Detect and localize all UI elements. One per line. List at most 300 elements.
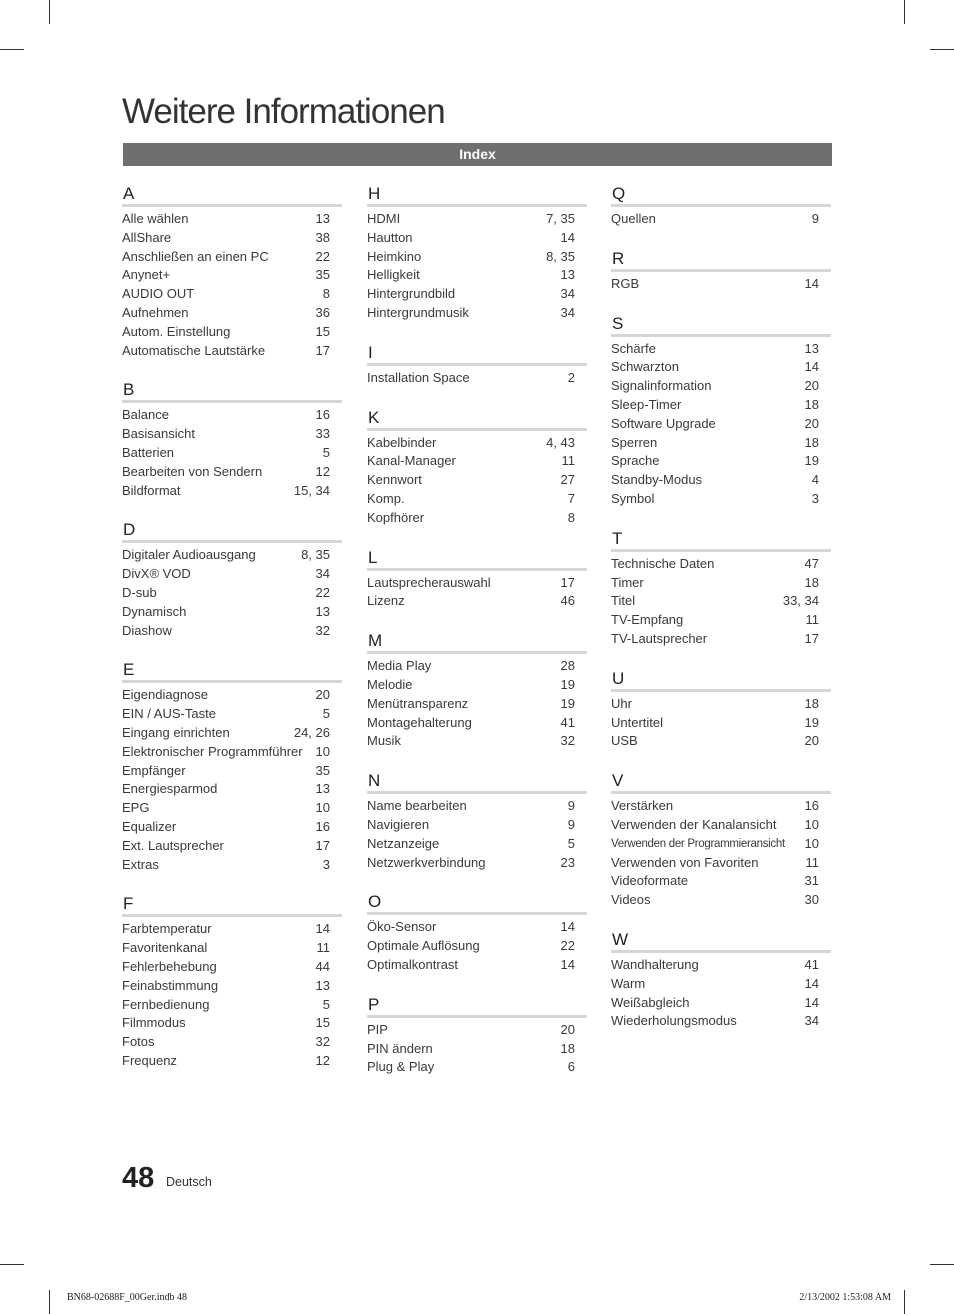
entry-term: Automatische Lautstärke: [122, 342, 266, 358]
entry-page: 4, 43: [546, 434, 575, 450]
index-section-e: [122, 659, 342, 874]
index-entry: [611, 210, 831, 229]
entry-page: 34: [315, 566, 330, 582]
entry-page: 32: [315, 622, 330, 638]
index-entry: [122, 444, 342, 463]
index-entry: [611, 592, 831, 611]
entry-term: Batterien: [122, 444, 175, 460]
index-entry: [367, 229, 587, 248]
index-entry: [367, 210, 587, 229]
index-entry: [122, 996, 342, 1015]
entry-page: 41: [560, 714, 575, 730]
index-entry: [367, 304, 587, 323]
entry-term: Media Play: [367, 658, 432, 674]
entry-term: Fotos: [122, 1034, 155, 1050]
index-entry: [122, 1052, 342, 1071]
index-entry: [367, 490, 587, 509]
crop-mark: [49, 0, 50, 24]
entry-page: 22: [315, 584, 330, 600]
entry-page: 28: [560, 658, 575, 674]
entry-term: Netzwerkverbindung: [367, 854, 486, 870]
index-entry: [367, 732, 587, 751]
index-entry: [611, 797, 831, 816]
entry-page: 10: [804, 816, 819, 832]
entry-page: 27: [560, 472, 575, 488]
index-entry: [367, 248, 587, 267]
entry-term: Quellen: [611, 211, 656, 226]
entry-page: 14: [804, 975, 819, 991]
entry-term: PIN ändern: [367, 1040, 433, 1056]
crop-mark: [0, 1264, 24, 1265]
entry-page: 5: [322, 706, 330, 722]
entry-term: Anschließen an einen PC: [122, 248, 269, 264]
entry-term: RGB: [611, 275, 640, 291]
section-letter: I: [367, 342, 587, 366]
entry-term: Technische Daten: [611, 555, 715, 571]
entry-term: Sprache: [611, 453, 660, 469]
entry-term: EPG: [122, 800, 150, 816]
entry-page: 9: [567, 816, 575, 832]
section-letter: D: [122, 519, 342, 543]
index-entry: [122, 565, 342, 584]
entry-term: Verwenden der Kanalansicht: [611, 816, 777, 832]
entry-term: Symbol: [611, 490, 655, 506]
entry-list: [367, 434, 587, 528]
index-entry: [367, 937, 587, 956]
entry-page: 13: [315, 211, 330, 226]
entry-term: Montagehalterung: [367, 714, 472, 730]
index-entry: [367, 657, 587, 676]
section-letter: R: [611, 248, 831, 272]
index-entry: [122, 686, 342, 705]
entry-page: 14: [560, 229, 575, 245]
index-section-a: [122, 183, 342, 360]
index-entry: [367, 676, 587, 695]
crop-mark: [0, 49, 24, 50]
index-section-u: [611, 668, 831, 751]
entry-term: PIP: [367, 1021, 388, 1037]
section-letter: F: [122, 893, 342, 917]
entry-page: 4: [811, 472, 819, 488]
index-entry: [122, 1014, 342, 1033]
entry-page: 7, 35: [546, 211, 575, 226]
entry-page: 10: [315, 743, 330, 759]
index-entry: [122, 210, 342, 229]
entry-page: 13: [804, 340, 819, 356]
entry-page: 16: [315, 407, 330, 423]
entry-page: 11: [805, 612, 819, 628]
entry-term: Aufnehmen: [122, 304, 189, 320]
entry-list: [611, 797, 831, 910]
index-entry: [367, 285, 587, 304]
index-entry: [122, 1033, 342, 1052]
entry-term: Favoritenkanal: [122, 940, 208, 956]
entry-term: Sperren: [611, 434, 658, 450]
entry-page: 18: [804, 574, 819, 590]
entry-page: 31: [804, 873, 819, 889]
entry-list: [122, 920, 342, 1070]
section-letter: N: [367, 770, 587, 794]
entry-term: Musik: [367, 733, 401, 749]
index-entry: [367, 714, 587, 733]
entry-page: 11: [805, 854, 819, 870]
index-entry: [122, 323, 342, 342]
entry-term: Elektronischer Programmführer: [122, 743, 303, 759]
entry-page: 14: [804, 275, 819, 291]
index-section-h: [367, 183, 587, 323]
index-entry: [122, 406, 342, 425]
entry-term: Digitaler Audioausgang: [122, 547, 256, 563]
entry-page: 30: [804, 892, 819, 908]
entry-list: [611, 555, 831, 649]
entry-term: Titel: [611, 593, 636, 609]
index-entry: [611, 434, 831, 453]
index-entry: [367, 918, 587, 937]
entry-page: 16: [804, 798, 819, 814]
index-entry: [367, 1040, 587, 1059]
index-entry: [611, 816, 831, 835]
entry-term: AllShare: [122, 229, 172, 245]
entry-term: Uhr: [611, 695, 632, 711]
entry-term: Lizenz: [367, 593, 405, 609]
entry-term: Hintergrundbild: [367, 286, 456, 302]
entry-term: Schwarzton: [611, 359, 679, 375]
section-letter: V: [611, 770, 831, 794]
entry-page: 35: [315, 267, 330, 283]
entry-term: Komp.: [367, 490, 405, 506]
entry-list: [611, 340, 831, 509]
entry-list: [611, 210, 831, 229]
entry-page: 11: [561, 453, 575, 469]
section-letter: A: [122, 183, 342, 207]
entry-page: 23: [560, 854, 575, 870]
entry-page: 17: [315, 342, 330, 358]
index-entry: [122, 482, 342, 501]
print-file-info: BN68-02688F_00Ger.indb 48: [67, 1292, 187, 1303]
section-letter: L: [367, 547, 587, 571]
index-entry: [611, 695, 831, 714]
entry-term: Frequenz: [122, 1052, 177, 1068]
entry-term: Energiesparmod: [122, 781, 218, 797]
index-entry: [611, 275, 831, 294]
index-entry: [611, 574, 831, 593]
entry-term: Anynet+: [122, 267, 171, 283]
entry-page: 41: [804, 956, 819, 972]
index-entry: [122, 584, 342, 603]
entry-term: Empfänger: [122, 762, 186, 778]
index-entry: [611, 891, 831, 910]
index-section-m: [367, 630, 587, 751]
index-entry: [122, 977, 342, 996]
entry-term: Fehlerbehebung: [122, 958, 217, 974]
index-entry: [367, 369, 587, 388]
entry-term: Kanal-Manager: [367, 453, 456, 469]
page-title: Weitere Informationen: [122, 92, 445, 131]
entry-term: Schärfe: [611, 340, 656, 356]
crop-mark: [930, 49, 954, 50]
index-entry: [122, 425, 342, 444]
entry-term: Melodie: [367, 676, 413, 692]
section-letter: B: [122, 379, 342, 403]
entry-term: Signalinformation: [611, 378, 712, 394]
entry-page: 14: [315, 921, 330, 937]
entry-page: 15: [315, 323, 330, 339]
entry-term: Ext. Lautsprecher: [122, 837, 224, 853]
section-letter: S: [611, 313, 831, 337]
index-section-s: [611, 313, 831, 509]
index-entry: [122, 248, 342, 267]
section-letter: E: [122, 659, 342, 683]
entry-page: 17: [315, 837, 330, 853]
index-entry: [611, 452, 831, 471]
index-entry: [367, 434, 587, 453]
index-entry: [122, 546, 342, 565]
entry-term: Videos: [611, 892, 651, 908]
entry-term: DivX® VOD: [122, 566, 191, 582]
entry-term: Untertitel: [611, 714, 664, 730]
index-entry: [122, 705, 342, 724]
entry-page: 20: [804, 378, 819, 394]
entry-list: [611, 956, 831, 1031]
entry-page: 33: [315, 426, 330, 442]
entry-term: Farbtemperatur: [122, 921, 212, 937]
entry-list: [367, 1021, 587, 1077]
index-entry: [611, 490, 831, 509]
index-section-v: [611, 770, 831, 910]
entry-term: Equalizer: [122, 818, 177, 834]
entry-term: Sleep-Timer: [611, 396, 682, 412]
entry-page: 20: [315, 687, 330, 703]
entry-term: HDMI: [367, 211, 401, 226]
entry-list: [367, 657, 587, 751]
entry-page: 46: [560, 593, 575, 609]
entry-page: 8, 35: [546, 248, 575, 264]
entry-term: TV-Empfang: [611, 612, 684, 628]
section-letter: P: [367, 994, 587, 1018]
entry-page: 5: [322, 996, 330, 1012]
entry-page: 33, 34: [782, 593, 819, 609]
entry-list: [367, 210, 587, 323]
entry-term: Hintergrundmusik: [367, 304, 469, 320]
entry-page: 7: [567, 490, 575, 506]
index-entry: [367, 1058, 587, 1077]
index-entry: [122, 818, 342, 837]
entry-list: [367, 369, 587, 388]
entry-page: 18: [804, 396, 819, 412]
index-entry: [122, 837, 342, 856]
entry-list: [367, 797, 587, 872]
crop-mark: [904, 1290, 905, 1314]
index-column-3: [611, 183, 831, 1050]
index-section-q: [611, 183, 831, 229]
entry-page: 13: [315, 781, 330, 797]
entry-term: Öko-Sensor: [367, 919, 437, 935]
entry-page: 20: [560, 1021, 575, 1037]
index-entry: [367, 956, 587, 975]
index-entry: [611, 994, 831, 1013]
entry-term: Lautsprecherauswahl: [367, 574, 491, 590]
entry-page: 5: [567, 835, 575, 851]
index-section-l: [367, 547, 587, 612]
entry-page: 13: [315, 977, 330, 993]
entry-list: [611, 695, 831, 751]
entry-term: Optimale Auflösung: [367, 938, 480, 954]
entry-page: 20: [804, 415, 819, 431]
entry-term: Wandhalterung: [611, 956, 699, 972]
index-section-o: [367, 891, 587, 974]
index-section-k: [367, 407, 587, 528]
entry-term: Kennwort: [367, 472, 422, 488]
entry-term: Eingang einrichten: [122, 724, 230, 740]
entry-list: [367, 574, 587, 612]
index-entry: [122, 920, 342, 939]
index-entry: [611, 396, 831, 415]
index-section-r: [611, 248, 831, 294]
entry-page: 47: [804, 555, 819, 571]
entry-page: 34: [804, 1013, 819, 1029]
entry-page: 9: [567, 798, 575, 814]
entry-page: 2: [567, 369, 575, 385]
index-section-b: [122, 379, 342, 500]
entry-page: 19: [804, 714, 819, 730]
entry-page: 10: [804, 835, 819, 851]
entry-term: Balance: [122, 407, 169, 423]
entry-term: Wiederholungsmodus: [611, 1013, 737, 1029]
section-letter: Q: [611, 183, 831, 207]
index-entry: [122, 285, 342, 304]
index-entry: [122, 799, 342, 818]
crop-mark: [49, 1290, 50, 1314]
index-section-f: [122, 893, 342, 1070]
entry-page: 17: [804, 630, 819, 646]
entry-term: Hautton: [367, 229, 413, 245]
entry-page: 38: [315, 229, 330, 245]
entry-page: 5: [322, 444, 330, 460]
entry-page: 8, 35: [301, 547, 330, 563]
section-letter: K: [367, 407, 587, 431]
page-number: 48: [122, 1162, 155, 1194]
entry-term: Installation Space: [367, 369, 470, 385]
entry-list: [367, 918, 587, 974]
entry-page: 20: [804, 733, 819, 749]
index-entry: [367, 574, 587, 593]
entry-page: 19: [560, 695, 575, 711]
entry-term: Fernbedienung: [122, 996, 210, 1012]
index-entry: [367, 835, 587, 854]
entry-term: Filmmodus: [122, 1015, 186, 1031]
entry-term: Software Upgrade: [611, 415, 716, 431]
index-entry: [122, 622, 342, 641]
entry-page: 3: [322, 856, 330, 872]
index-entry: [611, 611, 831, 630]
entry-list: [122, 686, 342, 874]
entry-term: Bildformat: [122, 482, 181, 498]
entry-page: 10: [315, 800, 330, 816]
index-section-d: [122, 519, 342, 640]
entry-page: 12: [315, 463, 330, 479]
entry-page: 14: [560, 956, 575, 972]
entry-page: 14: [804, 994, 819, 1010]
section-letter: H: [367, 183, 587, 207]
entry-page: 15, 34: [293, 482, 330, 498]
index-entry: [122, 266, 342, 285]
entry-term: Verwenden der Programmieransicht: [611, 837, 785, 850]
index-entry: [367, 471, 587, 490]
index-entry: [122, 762, 342, 781]
section-letter: M: [367, 630, 587, 654]
entry-term: Navigieren: [367, 816, 430, 832]
entry-term: Menütransparenz: [367, 695, 469, 711]
entry-term: Warm: [611, 975, 646, 991]
entry-page: 17: [560, 574, 575, 590]
index-entry: [122, 603, 342, 622]
index-entry: [122, 229, 342, 248]
index-entry: [611, 835, 831, 854]
entry-term: Optimalkontrast: [367, 956, 459, 972]
entry-page: 22: [315, 248, 330, 264]
index-entry: [367, 797, 587, 816]
entry-list: [122, 546, 342, 640]
index-section-p: [367, 994, 587, 1077]
entry-page: 13: [315, 603, 330, 619]
index-entry: [611, 1012, 831, 1031]
entry-term: Weißabgleich: [611, 994, 690, 1010]
entry-page: 14: [804, 359, 819, 375]
entry-term: Dynamisch: [122, 603, 187, 619]
entry-page: 36: [315, 304, 330, 320]
entry-page: 9: [811, 211, 819, 226]
entry-page: 34: [560, 286, 575, 302]
index-entry: [122, 780, 342, 799]
entry-page: 22: [560, 938, 575, 954]
index-entry: [611, 358, 831, 377]
index-entry: [611, 714, 831, 733]
entry-term: AUDIO OUT: [122, 286, 195, 302]
entry-term: Diashow: [122, 622, 172, 638]
index-entry: [367, 1021, 587, 1040]
index-entry: [611, 340, 831, 359]
index-column-2: [367, 183, 587, 1096]
section-letter: O: [367, 891, 587, 915]
index-entry: [367, 592, 587, 611]
entry-term: Kabelbinder: [367, 434, 437, 450]
entry-page: 14: [560, 919, 575, 935]
entry-page: 35: [315, 762, 330, 778]
index-entry: [367, 695, 587, 714]
index-entry: [367, 452, 587, 471]
crop-mark: [930, 1264, 954, 1265]
index-entry: [611, 471, 831, 490]
entry-term: Eigendiagnose: [122, 687, 209, 703]
entry-term: Alle wählen: [122, 211, 189, 226]
section-letter: T: [611, 528, 831, 552]
section-letter: U: [611, 668, 831, 692]
index-entry: [611, 956, 831, 975]
index-entry: [611, 975, 831, 994]
index-header-bar: Index: [123, 143, 832, 166]
entry-page: 19: [560, 676, 575, 692]
entry-term: D-sub: [122, 584, 157, 600]
index-entry: [611, 854, 831, 873]
entry-list: [611, 275, 831, 294]
entry-list: [122, 210, 342, 360]
index-entry: [122, 463, 342, 482]
entry-term: Verstärken: [611, 798, 674, 814]
index-entry: [122, 939, 342, 958]
section-letter: W: [611, 929, 831, 953]
entry-page: 19: [804, 453, 819, 469]
entry-page: 15: [315, 1015, 330, 1031]
